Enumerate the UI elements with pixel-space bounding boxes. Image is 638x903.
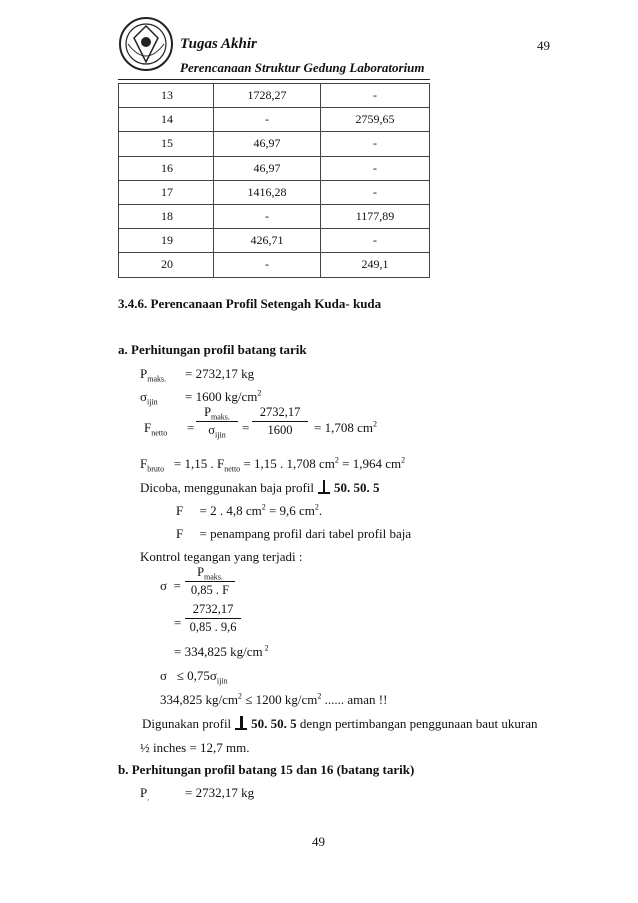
table-cell: 2759,65 [321, 108, 430, 132]
header-divider [118, 79, 430, 80]
f-area-line: F = 2 . 4,8 $cm^2 = 9,6$ $cm^2$. [176, 502, 323, 518]
sigma-fraction-numeric: $\frac{2732,17}{0,85 . 9,6}$ [185, 602, 241, 635]
fnetto-eq2: = [242, 420, 250, 435]
dicoba-line: Dicoba, menggunakan baja profil 50. 50. 5 [140, 480, 380, 495]
table-cell: - [321, 156, 430, 180]
table-cell: 14 [119, 108, 214, 132]
table-cell: 1728,27 [214, 84, 321, 108]
table-cell: 15 [119, 132, 214, 156]
table-cell: 18 [119, 204, 214, 228]
kontrol-line: Kontrol tegangan yang terjadi : [140, 549, 303, 564]
table-cell: 1177,89 [321, 204, 430, 228]
table-row [119, 132, 430, 156]
table-cell: - [321, 180, 430, 204]
table-cell: - [321, 132, 430, 156]
part-b-title: b. Perhitungan profil batang 15 dan 16 (batang tarik) [118, 762, 415, 777]
university-seal-logo [118, 16, 174, 72]
table-row [119, 204, 430, 228]
fnetto-result: = 1,708 $cm^2$ [314, 419, 377, 435]
table-cell: - [214, 204, 321, 228]
inches-line: ½ inches = 12,7 mm. [140, 740, 250, 755]
sigma-eq1: σ = [160, 578, 181, 593]
header-title: Tugas Akhir [180, 36, 257, 52]
fnetto-fraction-numeric: $\frac{2732,17}{1600}$ [252, 405, 308, 438]
table-cell: 16 [119, 156, 214, 180]
table-cell: 13 [119, 84, 214, 108]
table-cell: - [321, 229, 430, 253]
fbruto-line: $F_{bruto}$ = 1,15 . $F_{netto} = 1,15$ . 1,708 $cm^2 = 1,964$ $cm^2$ [140, 455, 406, 474]
footer-page-number: 49 [312, 834, 325, 849]
member-force-table [118, 83, 430, 278]
angle-profile-icon [235, 716, 247, 730]
table-cell: - [214, 253, 321, 277]
table-cell: - [321, 84, 430, 108]
sigma-eq2: = [174, 615, 182, 630]
table-cell: 249,1 [321, 253, 430, 277]
table-row [119, 229, 430, 253]
pmaks-value: = 2732,17 kg [185, 366, 255, 381]
f-definition-line: F = penampang profil dari tabel profil baja [176, 526, 412, 541]
sigma-result: = 334,825 kg/cm $^2$ [174, 643, 269, 659]
condition-line-1: $\sigma \le 0,75\sigma_{ijin}$ [160, 668, 228, 686]
part-a-title: a. Perhitungan profil batang tarik [118, 342, 307, 357]
digunakan-line: Digunakan profil 50. 50. 5 dengn pertimbangan penggunaan baut ukuran [142, 716, 538, 731]
section-title: 3.4.6. Perencanaan Profil Setengah Kuda- kuda [118, 296, 382, 311]
part-b-p-label: $P_.$ [140, 785, 150, 803]
pmaks-label: $P_{maks.}$ [140, 366, 167, 384]
fnetto-label: $F_{netto}$ [144, 420, 168, 438]
table-cell: 19 [119, 229, 214, 253]
header-subtitle: Perencanaan Struktur Gedung Laboratorium [180, 60, 425, 75]
table-cell: 17 [119, 180, 214, 204]
table-cell: 46,97 [214, 156, 321, 180]
angle-profile-icon [318, 480, 330, 494]
table-row [119, 108, 430, 132]
table-cell: 20 [119, 253, 214, 277]
sigma-ijin-label: $\sigma_{ijin}$ [140, 389, 158, 407]
table-cell: 46,97 [214, 132, 321, 156]
fnetto-fraction-symbolic: $P_{maks.}$ $\sigma_{ijin}$ [196, 405, 238, 438]
table-row [119, 180, 430, 204]
condition-line-2: 334,825 $kg/cm^2 \le 1200$ $kg/cm^2$ ...... aman !! [160, 691, 388, 707]
table-cell: 1416,28 [214, 180, 321, 204]
sigma-ijin-value: = 1600 $kg/cm^2$ [185, 388, 262, 404]
table-cell: 426,71 [214, 229, 321, 253]
sigma-fraction-symbolic: $P_{maks.}$ 0,85 . F [185, 565, 235, 598]
table-row [119, 156, 430, 180]
header-page-number: 49 [537, 38, 550, 53]
table-cell: - [214, 108, 321, 132]
table-row [119, 253, 430, 277]
fnetto-eq1: = [187, 420, 195, 435]
part-b-p-value: = 2732,17 kg [185, 785, 255, 800]
table-row [119, 84, 430, 108]
